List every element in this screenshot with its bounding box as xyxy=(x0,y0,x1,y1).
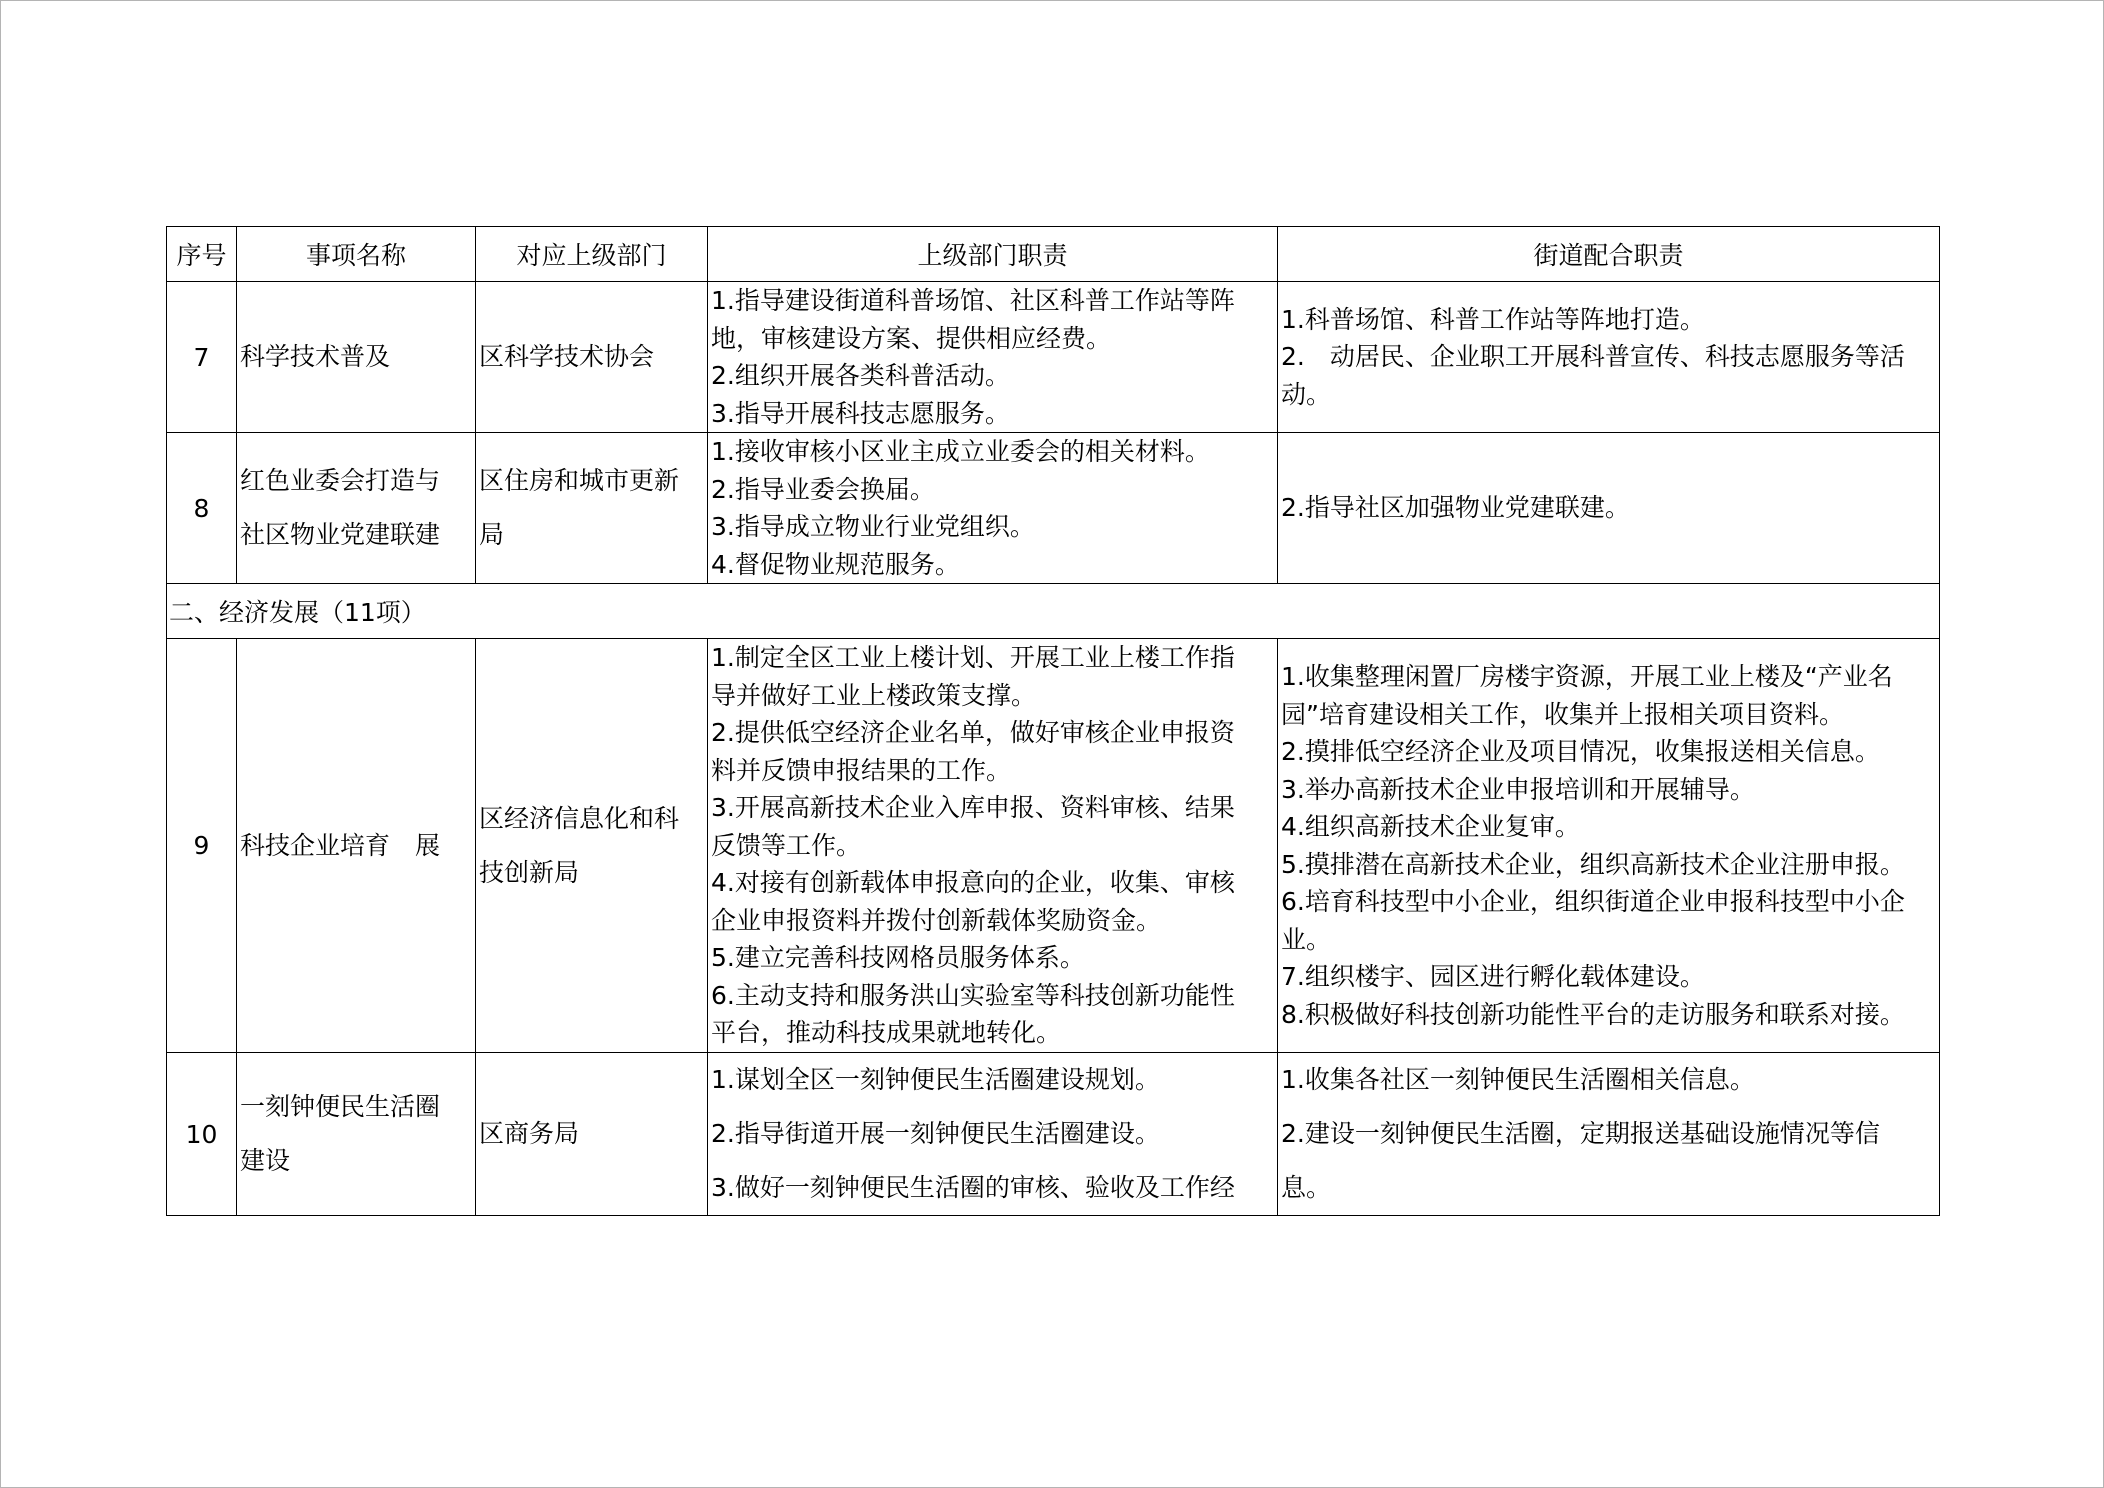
duty-line: 业。 xyxy=(1281,924,1332,954)
dept-name xyxy=(476,282,708,433)
duty-line: 2.指导街道开展一刻钟便民生活圈建设。 xyxy=(711,1119,1160,1148)
duty-line: 1.指导建设街道科普场馆、社区科普工作站等阵 xyxy=(711,286,1235,315)
header-no: 序号 xyxy=(167,227,237,282)
item-name xyxy=(237,433,476,584)
table-row xyxy=(167,282,1940,433)
dept-name-line: 区经济信息化和科 xyxy=(479,803,680,833)
dept-name-line: 技创新局 xyxy=(479,857,580,887)
header-street: 街道配合职责 xyxy=(1278,227,1940,282)
duty-line: 2.指导业委会换届。 xyxy=(711,474,935,504)
upper-duty xyxy=(708,639,1278,1053)
duty-line: 地，审核建设方案、提供相应经费。 xyxy=(711,323,1112,353)
item-name-line: 科技企业培育 展 xyxy=(240,830,441,860)
duty-line: 3.开展高新技术企业入库申报、资料审核、结果 xyxy=(711,793,1235,823)
street-duty xyxy=(1278,282,1940,433)
dept-name xyxy=(476,1053,708,1216)
duty-line: 5.摸排潜在高新技术企业，组织高新技术企业注册申报。 xyxy=(1281,849,1905,879)
duty-line: 1.科普场馆、科普工作站等阵地打造。 xyxy=(1281,304,1705,334)
duty-line: 园”培育建设相关工作，收集并上报相关项目资料。 xyxy=(1281,699,1844,729)
street-duty xyxy=(1278,639,1940,1053)
duty-line: 3.做好一刻钟便民生活圈的审核、验收及工作经 xyxy=(711,1173,1235,1202)
duty-line: 2.指导社区加强物业党建联建。 xyxy=(1281,493,1630,523)
section-row xyxy=(167,584,1940,639)
upper-duty xyxy=(708,433,1278,584)
item-name-line: 红色业委会打造与 xyxy=(240,466,441,495)
item-name-line: 科学技术普及 xyxy=(240,342,391,371)
street-duty xyxy=(1278,433,1940,584)
duty-line: 3.举办高新技术企业申报培训和开展辅导。 xyxy=(1281,774,1755,804)
dept-name-line: 区住房和城市更新 xyxy=(479,466,680,495)
duty-line: 4.督促物业规范服务。 xyxy=(711,549,960,579)
duty-line: 料并反馈申报结果的工作。 xyxy=(711,755,1012,785)
duty-table xyxy=(166,226,1940,1216)
duty-line: 导并做好工业上楼政策支撑。 xyxy=(711,680,1037,710)
dept-name-line: 局 xyxy=(479,520,505,549)
duty-line: 4.对接有创新载体申报意向的企业，收集、审核 xyxy=(711,868,1235,898)
table-header-row xyxy=(167,227,1940,282)
table-row xyxy=(167,1053,1940,1216)
duty-line: 5.建立完善科技网格员服务体系。 xyxy=(711,943,1085,973)
duty-line: 8.积极做好科技创新功能性平台的走访服务和联系对接。 xyxy=(1281,999,1905,1029)
duty-line: 2.建设一刻钟便民生活圈，定期报送基础设施情况等信 xyxy=(1281,1119,1880,1148)
item-name xyxy=(237,1053,476,1216)
header-upper: 上级部门职责 xyxy=(708,227,1278,282)
duty-line: 息。 xyxy=(1281,1173,1332,1202)
duty-line: 1.接收审核小区业主成立业委会的相关材料。 xyxy=(711,437,1210,466)
duty-line: 1.收集各社区一刻钟便民生活圈相关信息。 xyxy=(1281,1065,1755,1094)
duty-line: 企业申报资料并拨付创新载体奖励资金。 xyxy=(711,905,1162,935)
duty-line: 反馈等工作。 xyxy=(711,830,862,860)
row-number: 10 xyxy=(167,1053,237,1216)
upper-duty xyxy=(708,1053,1278,1216)
header-item: 事项名称 xyxy=(237,227,476,282)
dept-name-line: 区科学技术协会 xyxy=(479,342,655,371)
duty-line: 3.指导成立物业行业党组织。 xyxy=(711,512,1035,541)
duty-line: 3.指导开展科技志愿服务。 xyxy=(711,398,1010,428)
duty-line: 2. 动居民、企业职工开展科普宣传、科技志愿服务等活 xyxy=(1281,342,1905,372)
section-title: 二、经济发展（11项） xyxy=(167,584,1940,639)
table-row xyxy=(167,639,1940,1053)
dept-name xyxy=(476,639,708,1053)
item-name xyxy=(237,639,476,1053)
header-dept: 对应上级部门 xyxy=(476,227,708,282)
item-name-line: 一刻钟便民生活圈 xyxy=(240,1092,441,1121)
item-name xyxy=(237,282,476,433)
dept-name-line: 区商务局 xyxy=(479,1119,580,1148)
dept-name xyxy=(476,433,708,584)
upper-duty xyxy=(708,282,1278,433)
duty-line: 2.组织开展各类科普活动。 xyxy=(711,361,1010,390)
table-row xyxy=(167,433,1940,584)
item-name-line: 建设 xyxy=(240,1146,291,1175)
street-duty xyxy=(1278,1053,1940,1216)
row-number: 9 xyxy=(167,639,237,1053)
row-number: 8 xyxy=(167,433,237,584)
duty-line: 6.主动支持和服务洪山实验室等科技创新功能性 xyxy=(711,980,1235,1010)
duty-line: 1.制定全区工业上楼计划、开展工业上楼工作指 xyxy=(711,643,1235,673)
duty-line: 4.组织高新技术企业复审。 xyxy=(1281,812,1580,841)
duty-line: 6.培育科技型中小企业，组织街道企业申报科技型中小企 xyxy=(1281,887,1905,916)
duty-line: 2.提供低空经济企业名单，做好审核企业申报资 xyxy=(711,718,1235,748)
duty-line: 1.收集整理闲置厂房楼宇资源，开展工业上楼及“产业名 xyxy=(1281,662,1893,691)
duty-line: 平台，推动科技成果就地转化。 xyxy=(711,1018,1062,1048)
duty-line: 7.组织楼宇、园区进行孵化载体建设。 xyxy=(1281,962,1705,991)
duty-line: 1.谋划全区一刻钟便民生活圈建设规划。 xyxy=(711,1065,1160,1094)
duty-line: 2.摸排低空经济企业及项目情况，收集报送相关信息。 xyxy=(1281,737,1880,766)
item-name-line: 社区物业党建联建 xyxy=(240,520,441,549)
row-number: 7 xyxy=(167,282,237,433)
duty-line: 动。 xyxy=(1281,379,1332,409)
